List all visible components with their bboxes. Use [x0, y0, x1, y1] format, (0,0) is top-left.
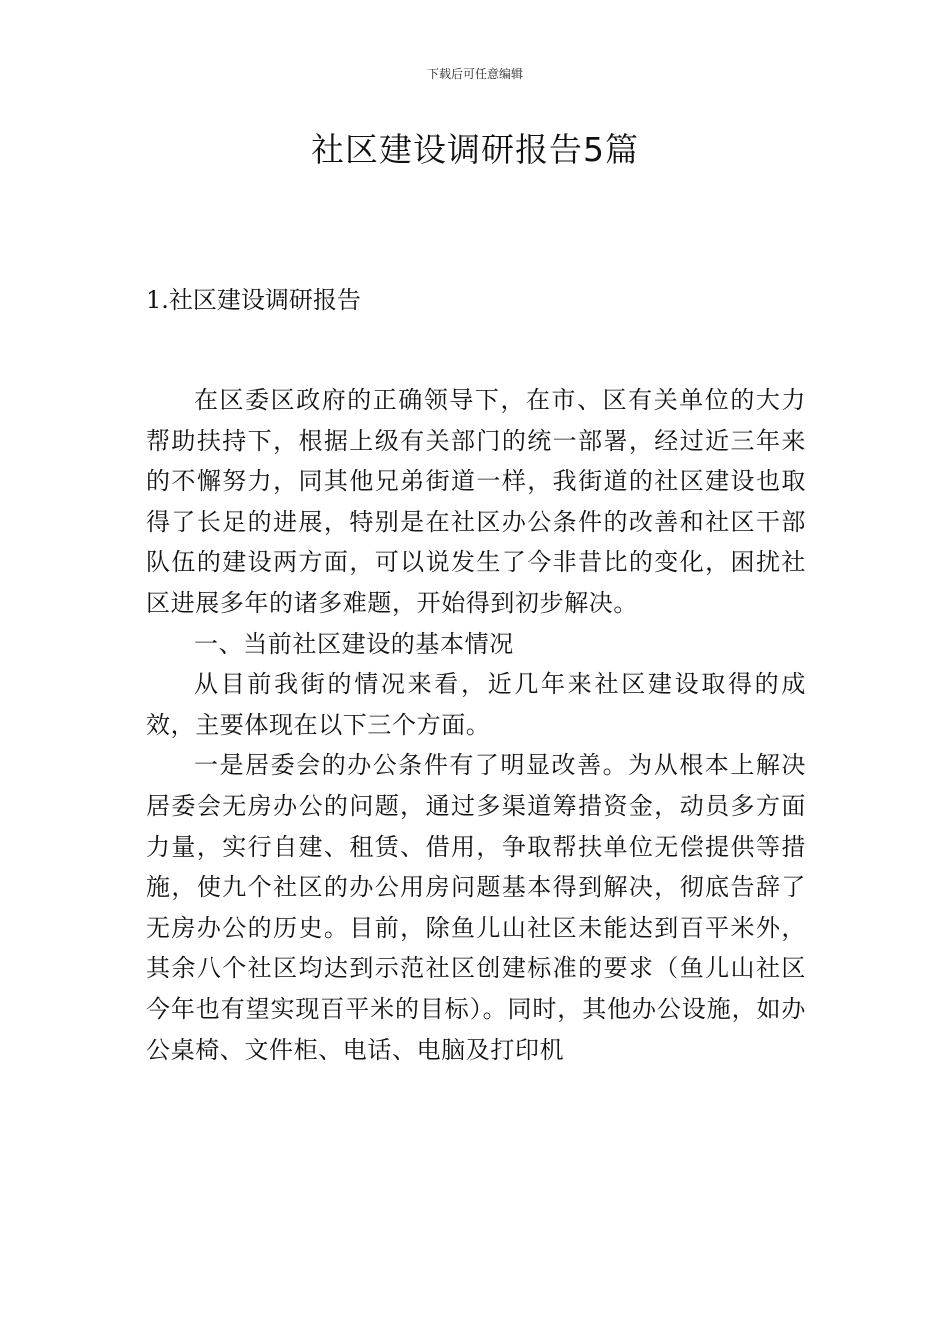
- paragraph-office-conditions: 一是居委会的办公条件有了明显改善。为从根本上解决居委会无房办公的问题，通过多渠道筹措资金，动员多方面力量，实行自建、租赁、借用，争取帮扶单位无偿提供等措施，使九个社区的办公用房问题基本得到解决，彻底告辞了无房办公的历史。目前，除鱼儿山社区未能达到百平米外，其余八个社区均达到示范社区创建标准的要求（鱼儿山社区今年也有望实现百平米的目标）。同时，其他办公设施，如办公桌椅、文件柜、电话、电脑及打印机: [146, 751, 806, 1064]
- document-title: 社区建设调研报告5篇: [311, 130, 639, 169]
- document-body: [146, 380, 806, 1070]
- paragraph-overview: 从目前我街的情况来看，近几年来社区建设取得的成效，主要体现在以下三个方面。: [146, 670, 806, 739]
- page-header-note: 下载后可任意编辑: [426, 67, 523, 81]
- section-heading: 1.社区建设调研报告: [146, 286, 361, 314]
- paragraph-subheading: 一、当前社区建设的基本情况: [194, 629, 514, 658]
- paragraph-intro: 在区委区政府的正确领导下，在市、区有关单位的大力帮助扶持下，根据上级有关部门的统一部署，经过近三年来的不懈努力，同其他兄弟街道一样，我街道的社区建设也取得了长足的进展，特别是在社区办公条件的改善和社区干部队伍的建设两方面，可以说发生了今非昔比的变化，困扰社区进展多年的诸多难题，开始得到初步解决。: [146, 386, 806, 617]
